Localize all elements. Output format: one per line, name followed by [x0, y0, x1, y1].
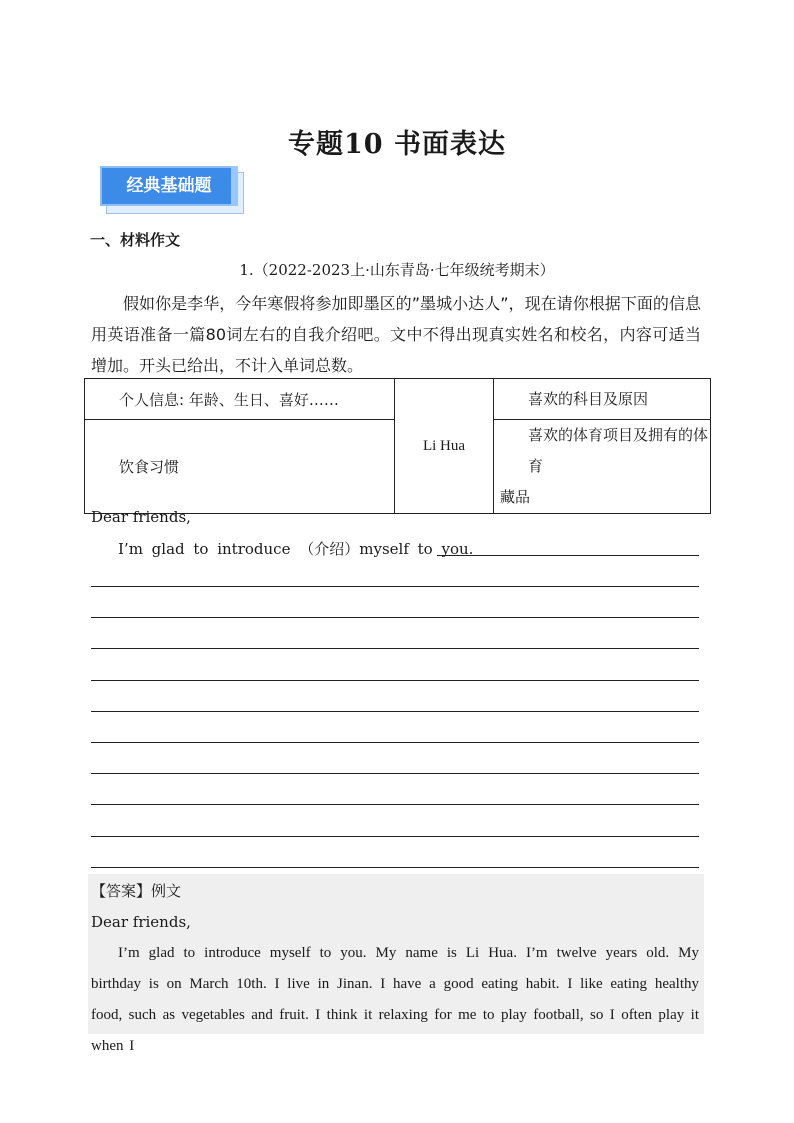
answer-text: I’m glad to introduce myself to you. My name is Li Hua. I’m twelve years old. My birthday is on March 10th. I live in Jinan. I have a good eating habit. I like eating healthy food, such as vegetables and fruit. I think it relaxing for me to play football, so I often play it when I — [91, 945, 699, 1054]
question-prompt: 假如你是李华，今年寒假将参加即墨区的”墨城小达人”，现在请你根据下面的信息用英语准备一篇80词左右的自我介绍吧。文中不得出现真实姓名和校名，内容可适当增加。开头已给出，不计入单词总数。 — [91, 294, 701, 375]
answer-line[interactable] — [91, 648, 699, 649]
badge-label: 经典基础题 — [100, 166, 238, 206]
writing-greeting: Dear friends, — [91, 508, 191, 526]
answer-line[interactable] — [91, 680, 699, 681]
cell-subjects — [494, 379, 711, 420]
answer-greeting: Dear friends, — [91, 913, 191, 931]
section-heading: 一、材料作文 — [90, 231, 181, 249]
sports-text-line1: 喜欢的体育项目及拥有的体育 — [528, 426, 709, 475]
badge-accent — [231, 166, 238, 206]
answer-line[interactable] — [91, 586, 699, 587]
answer-line[interactable] — [91, 742, 699, 743]
answer-line[interactable] — [91, 836, 699, 837]
cell-sports — [494, 420, 711, 514]
writing-start — [118, 538, 473, 559]
page-title: 专题10 书面表达 — [288, 129, 506, 160]
answer-line[interactable] — [91, 711, 699, 712]
answer-label: 【答案】例文 — [91, 882, 182, 900]
cell-name: Li Hua — [395, 379, 494, 514]
cell-personal-info: 个人信息: 年龄、生日、喜好…… — [85, 379, 395, 420]
answer-line[interactable] — [91, 617, 699, 618]
writing-start-a: I’m glad to introduce — [118, 540, 300, 558]
answer-line[interactable] — [91, 804, 699, 805]
cell-diet: 饮食习惯 — [85, 420, 395, 514]
answer-line[interactable] — [437, 555, 699, 556]
sports-text-line2: 藏品 — [500, 488, 531, 506]
writing-start-paren: （介绍） — [299, 540, 360, 558]
writing-start-b: myself to you. — [359, 540, 474, 558]
section-badge — [100, 166, 244, 214]
answer-line[interactable] — [91, 867, 699, 868]
info-table — [84, 378, 711, 514]
answer-line[interactable] — [91, 773, 699, 774]
question-source: 1.（2022-2023上·山东青岛·七年级统考期末） — [239, 261, 555, 279]
subjects-text: 喜欢的科目及原因 — [528, 389, 649, 408]
